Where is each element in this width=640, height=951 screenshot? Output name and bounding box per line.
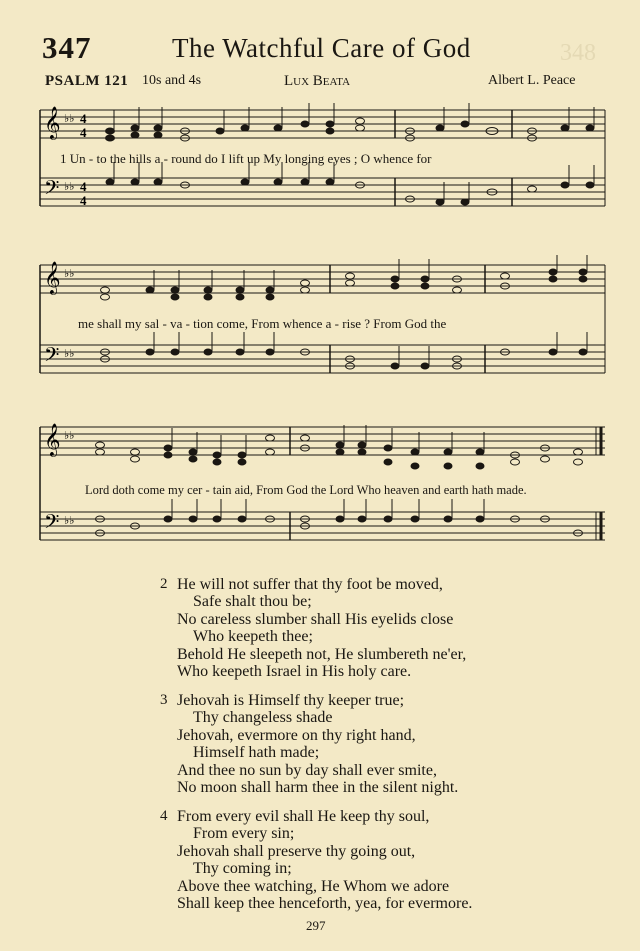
bleed-through-number: 348	[560, 40, 596, 66]
verse-line: He will not suffer that thy foot be moved,	[177, 576, 443, 593]
verse-line: Jehovah shall preserve thy going out,	[177, 842, 416, 860]
svg-text:𝄢: 𝄢	[44, 510, 60, 538]
verse-line: Thy changeless shade	[193, 709, 333, 727]
svg-text:4: 4	[80, 111, 87, 126]
lyric-line-3: Lord doth come my cer - tain aid, From God the Lord Who heaven and earth hath made.	[85, 483, 527, 497]
verse-line: Who keepeth thee;	[193, 628, 313, 646]
verse-number: 2	[160, 576, 168, 592]
svg-text:4: 4	[80, 125, 87, 140]
meter: 10s and 4s	[142, 73, 202, 88]
svg-text:♭♭: ♭♭	[64, 347, 75, 360]
page-number: 297	[306, 918, 326, 933]
verse-line: Above thee watching, He Whom we adore	[177, 877, 450, 895]
verse-number: 4	[160, 808, 168, 824]
svg-text:𝄢: 𝄢	[44, 176, 60, 204]
tune-name: Lux Beata	[284, 73, 351, 89]
svg-text:♭♭: ♭♭	[64, 514, 75, 527]
hymn-number: 347	[42, 30, 92, 65]
verse-line: Shall keep thee henceforth, yea, for evermore.	[177, 895, 473, 912]
svg-text:𝄞: 𝄞	[44, 423, 61, 456]
verse-line: Behold He sleepeth not, He slumbereth ne'er,	[177, 645, 467, 663]
verse-line: No careless slumber shall His eyelids close	[177, 610, 454, 628]
svg-text:𝄞: 𝄞	[44, 106, 61, 139]
lyric-line-2: me shall my sal - va - tion come, From whence a - rise ? From God the	[78, 316, 447, 331]
svg-text:4: 4	[80, 179, 87, 194]
verse-line: No moon shall harm thee in the silent night.	[177, 779, 459, 796]
verse-line: Jehovah, evermore on thy right hand,	[177, 726, 416, 744]
svg-text:♭♭: ♭♭	[64, 429, 75, 442]
verse-line: From every evil shall He keep thy soul,	[177, 808, 430, 825]
hymn-title: The Watchful Care of God	[172, 33, 471, 63]
svg-text:♭♭: ♭♭	[64, 180, 75, 193]
svg-text:♭♭: ♭♭	[64, 112, 75, 125]
psalm-reference: PSALM 121	[45, 73, 129, 89]
svg-text:4: 4	[80, 193, 87, 208]
verse-line: Safe shalt thou be;	[193, 593, 312, 611]
verse-number: 3	[160, 692, 168, 708]
svg-text:𝄞: 𝄞	[44, 261, 61, 294]
svg-text:𝄢: 𝄢	[44, 343, 60, 371]
verse-line: And thee no sun by day shall ever smite,	[177, 761, 437, 779]
verse-line: Thy coming in;	[193, 860, 292, 878]
verse-line: Who keepeth Israel in His holy care.	[177, 663, 412, 680]
verse-line: Himself hath made;	[193, 744, 320, 762]
verse-line: From every sin;	[193, 825, 295, 843]
composer: Albert L. Peace	[488, 73, 576, 88]
svg-text:♭♭: ♭♭	[64, 267, 75, 280]
verse-line: Jehovah is Himself thy keeper true;	[177, 692, 405, 709]
lyric-line-1: 1 Un - to the hills a - round do I lift up My longing eyes ; O whence for	[60, 151, 432, 166]
